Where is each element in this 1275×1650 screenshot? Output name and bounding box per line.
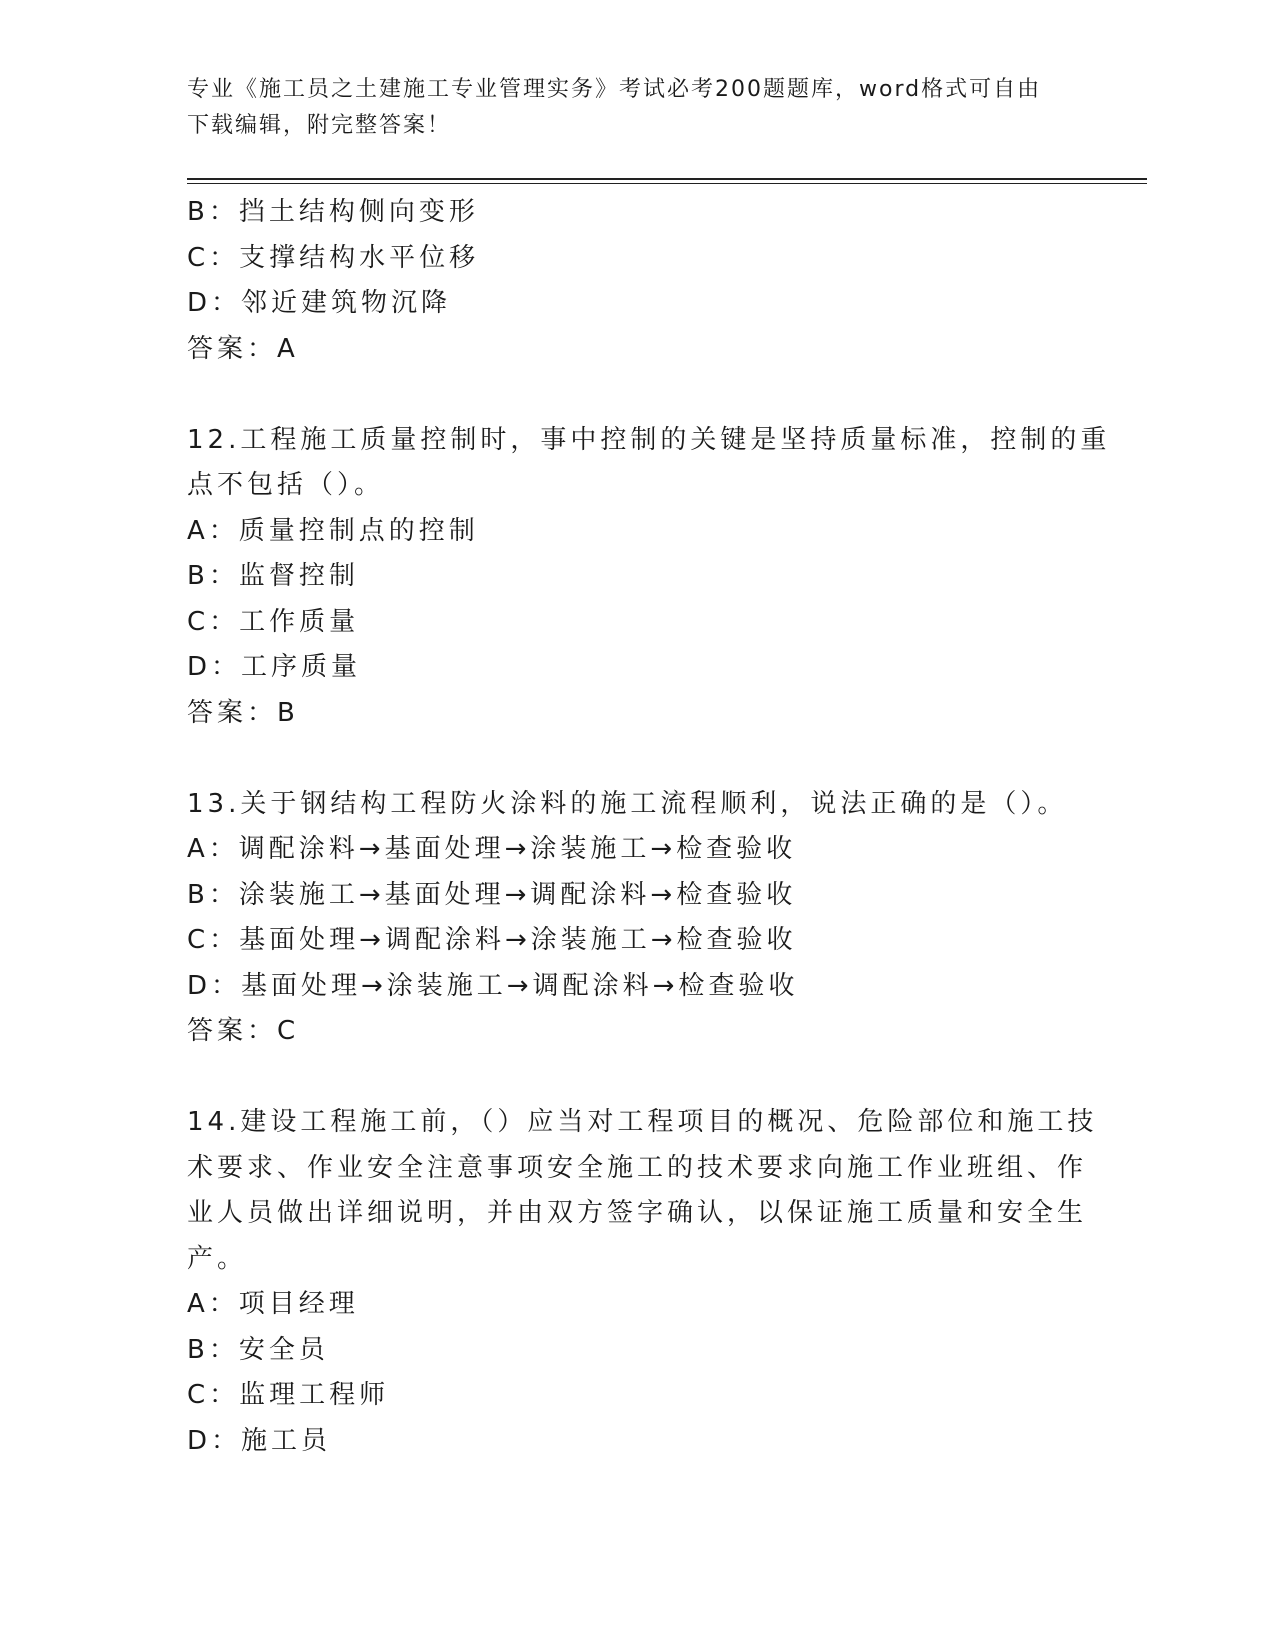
option-c: C：支撑结构水平位移 — [187, 242, 480, 273]
question-stem-line: 点不包括（）。 — [187, 470, 385, 500]
spacer — [187, 372, 1087, 418]
question-stem-line: 14.建设工程施工前，（）应当对工程项目的概况、危险部位和施工技 — [187, 1107, 1098, 1137]
question-11 — [187, 190, 1087, 372]
option-a: A：项目经理 — [187, 1289, 359, 1319]
option-b: B：涂装施工→基面处理→调配涂料→检查验收 — [187, 879, 797, 910]
question-stem-line: 13.关于钢结构工程防火涂料的施工流程顺利，说法正确的是（）。 — [187, 788, 1068, 819]
header-line-1: 专业《施工员之土建施工专业管理实务》考试必考200题题库，word格式可自由 — [187, 77, 1042, 102]
header-divider-thick — [187, 178, 1147, 180]
question-13 — [187, 782, 1087, 1055]
spacer — [187, 736, 1087, 782]
header-line-2: 下载编辑，附完整答案！ — [187, 113, 452, 138]
option-c: C：工作质量 — [187, 606, 360, 637]
option-a: A：调配涂料→基面处理→涂装施工→检查验收 — [187, 834, 797, 864]
option-c: C：基面处理→调配涂料→涂装施工→检查验收 — [187, 925, 797, 955]
question-content — [187, 190, 1111, 1464]
question-14 — [187, 1100, 1098, 1464]
question-stem-line: 术要求、作业安全注意事项安全施工的技术要求向施工作业班组、作 — [187, 1152, 1088, 1183]
question-stem-line: 12.工程施工质量控制时，事中控制的关键是坚持质量标准，控制的重 — [187, 424, 1111, 455]
option-b: B：安全员 — [187, 1334, 329, 1365]
answer: 答案：A — [187, 333, 299, 364]
option-d: D：邻近建筑物沉降 — [187, 288, 452, 318]
option-d: D：工序质量 — [187, 652, 362, 682]
option-d: D：施工员 — [187, 1425, 332, 1456]
option-b: B：监督控制 — [187, 561, 359, 591]
document-header — [187, 72, 1067, 144]
answer: 答案：C — [187, 1016, 300, 1046]
option-c: C：监理工程师 — [187, 1380, 390, 1410]
question-stem-line: 业人员做出详细说明，并由双方签字确认，以保证施工质量和安全生 — [187, 1198, 1088, 1228]
option-d: D：基面处理→涂装施工→调配涂料→检查验收 — [187, 970, 799, 1001]
option-b: B：挡土结构侧向变形 — [187, 197, 479, 227]
question-stem-line: 产。 — [187, 1243, 248, 1274]
option-a: A：质量控制点的控制 — [187, 515, 479, 546]
spacer — [187, 1055, 1087, 1101]
answer: 答案：B — [187, 697, 299, 728]
question-12 — [187, 418, 1111, 737]
header-divider-thin — [187, 183, 1147, 184]
